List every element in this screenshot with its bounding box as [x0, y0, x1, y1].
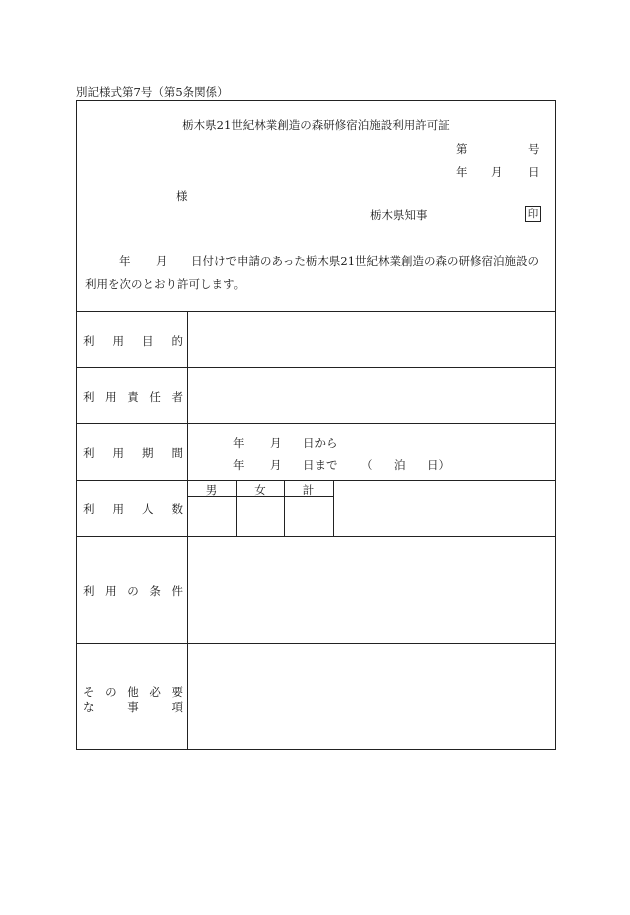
label-other-line1: そ の 他 必 要	[83, 685, 183, 699]
period-haku: 泊	[394, 458, 406, 472]
body-year: 年	[119, 254, 131, 268]
label-conditions: 利 用 の 条 件	[83, 584, 183, 598]
people-header-total: 計	[302, 483, 315, 497]
period-to-month: 月	[270, 458, 282, 472]
permit-form	[76, 100, 556, 750]
seal-box: 印	[525, 206, 541, 222]
body-line2: 利用を次のとおり許可します。	[85, 277, 246, 291]
form-title: 栃木県21世紀林業創造の森研修宿泊施設利用許可証	[182, 118, 450, 132]
body-line1: 日付けで申請のあった栃木県21世紀林業創造の森の研修宿泊施設の	[191, 254, 540, 268]
period-from-year: 年	[233, 436, 245, 450]
period-from-month: 月	[270, 436, 282, 450]
label-other-line2: な 事 項	[83, 700, 183, 714]
period-to-year: 年	[233, 458, 245, 472]
people-header-male: 男	[205, 483, 218, 497]
period-hi-paren: 日）	[427, 458, 450, 472]
body-month: 月	[156, 254, 168, 268]
date-year: 年	[456, 165, 468, 179]
form-number: 別記様式第7号（第5条関係）	[76, 85, 229, 99]
date-month: 月	[491, 165, 503, 179]
date-day: 日	[528, 165, 540, 179]
label-purpose: 利 用 目 的	[83, 334, 183, 348]
period-from-day: 日から	[303, 436, 338, 450]
number-dai: 第	[456, 142, 468, 156]
recipient-sama: 様	[176, 189, 188, 203]
label-period: 利 用 期 間	[83, 446, 183, 460]
number-go: 号	[528, 142, 540, 156]
label-people: 利 用 人 数	[83, 502, 183, 516]
people-header-female: 女	[254, 483, 266, 497]
period-paren-open: （	[361, 458, 373, 472]
label-manager: 利 用 責 任 者	[83, 390, 183, 404]
period-to-day: 日まで	[303, 458, 338, 472]
governor-title: 栃木県知事	[370, 208, 428, 222]
